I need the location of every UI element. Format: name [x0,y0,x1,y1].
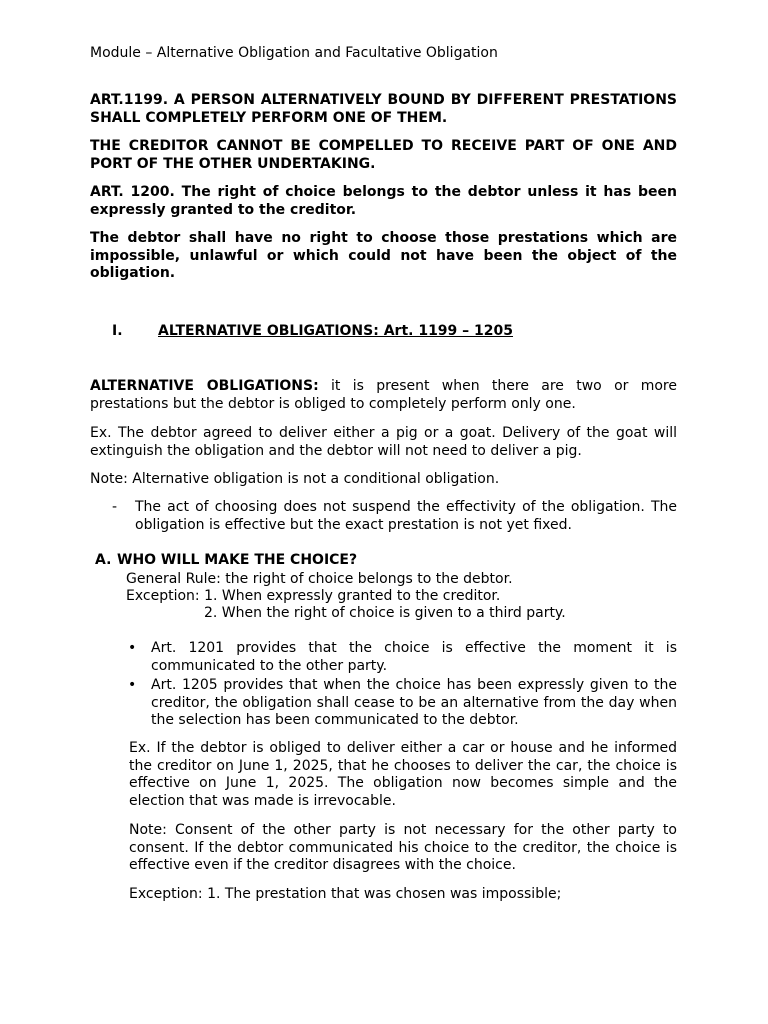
note-conditional: Note: Alternative obligation is not a conditional obligation. [90,471,500,487]
general-rule-line: General Rule: the right of choice belongs to the debtor. [126,571,513,587]
example-car-house: Ex. If the debtor is obliged to deliver either a car or house and he informed the creditor on June 1, 2025, that he chooses to deliver the car, the choice is effective on June 1, 2025. The obligation now becomes simple and the election that was made is irrevocable. [129,740,677,809]
art-1200-paragraph: ART. 1200. The right of choice belongs to the debtor unless it has been expressly granted to the creditor. [90,184,677,218]
section-number: I. [112,323,123,339]
section-title: ALTERNATIVE OBLIGATIONS: Art. 1199 – 1205 [158,323,514,339]
bullet-text: Art. 1201 provides that the choice is effective the moment it is communicated to the other party. [151,640,677,674]
dash-marker: - [112,499,118,515]
debtor-no-right-paragraph: The debtor shall have no right to choose those prestations which are impossible, unlawful or which could not have been the object of the obligation. [90,230,677,281]
bullet-marker: • [128,640,137,656]
definition-text: it is present when there are two or more prestations but the debtor is obliged to completely perform only one. [90,378,677,412]
definition-term: ALTERNATIVE OBLIGATIONS: [90,378,319,394]
bullet-text: Art. 1205 provides that when the choice has been expressly given to the creditor, the obligation shall cease to be an alternative from the day when the selection has been communicated to the debtor. [151,677,677,728]
example-pig-goat: Ex. The debtor agreed to deliver either a pig or a goat. Delivery of the goat will extinguish the obligation and the debtor will not need to deliver a pig. [90,425,677,459]
definition-paragraph [90,378,677,413]
section-a-title: WHO WILL MAKE THE CHOICE? [117,552,358,568]
exception-line-1: Exception: 1. When expressly granted to the creditor. [126,588,501,604]
art-1199-paragraph: ART.1199. A PERSON ALTERNATIVELY BOUND BY DIFFERENT PRESTATIONS SHALL COMPLETELY PERFORM ONE OF THEM. [90,92,677,126]
exception-line-2: 2. When the right of choice is given to a third party. [204,605,566,621]
bullet-marker: • [128,677,137,693]
section-a-marker: A. [95,552,112,568]
creditor-compel-paragraph: THE CREDITOR CANNOT BE COMPELLED TO RECEIVE PART OF ONE AND PORT OF THE OTHER UNDERTAKING. [90,138,677,172]
module-header: Module – Alternative Obligation and Facultative Obligation [90,45,498,61]
dash-item-text: The act of choosing does not suspend the effectivity of the obligation. The obligation is effective but the exact prestation is not yet fixed. [135,499,677,533]
note-consent: Note: Consent of the other party is not necessary for the other party to consent. If the debtor communicated his choice to the creditor, the choice is effective even if the creditor disagrees with the choice. [129,822,677,873]
exception-impossible: Exception: 1. The prestation that was chosen was impossible; [129,886,562,902]
